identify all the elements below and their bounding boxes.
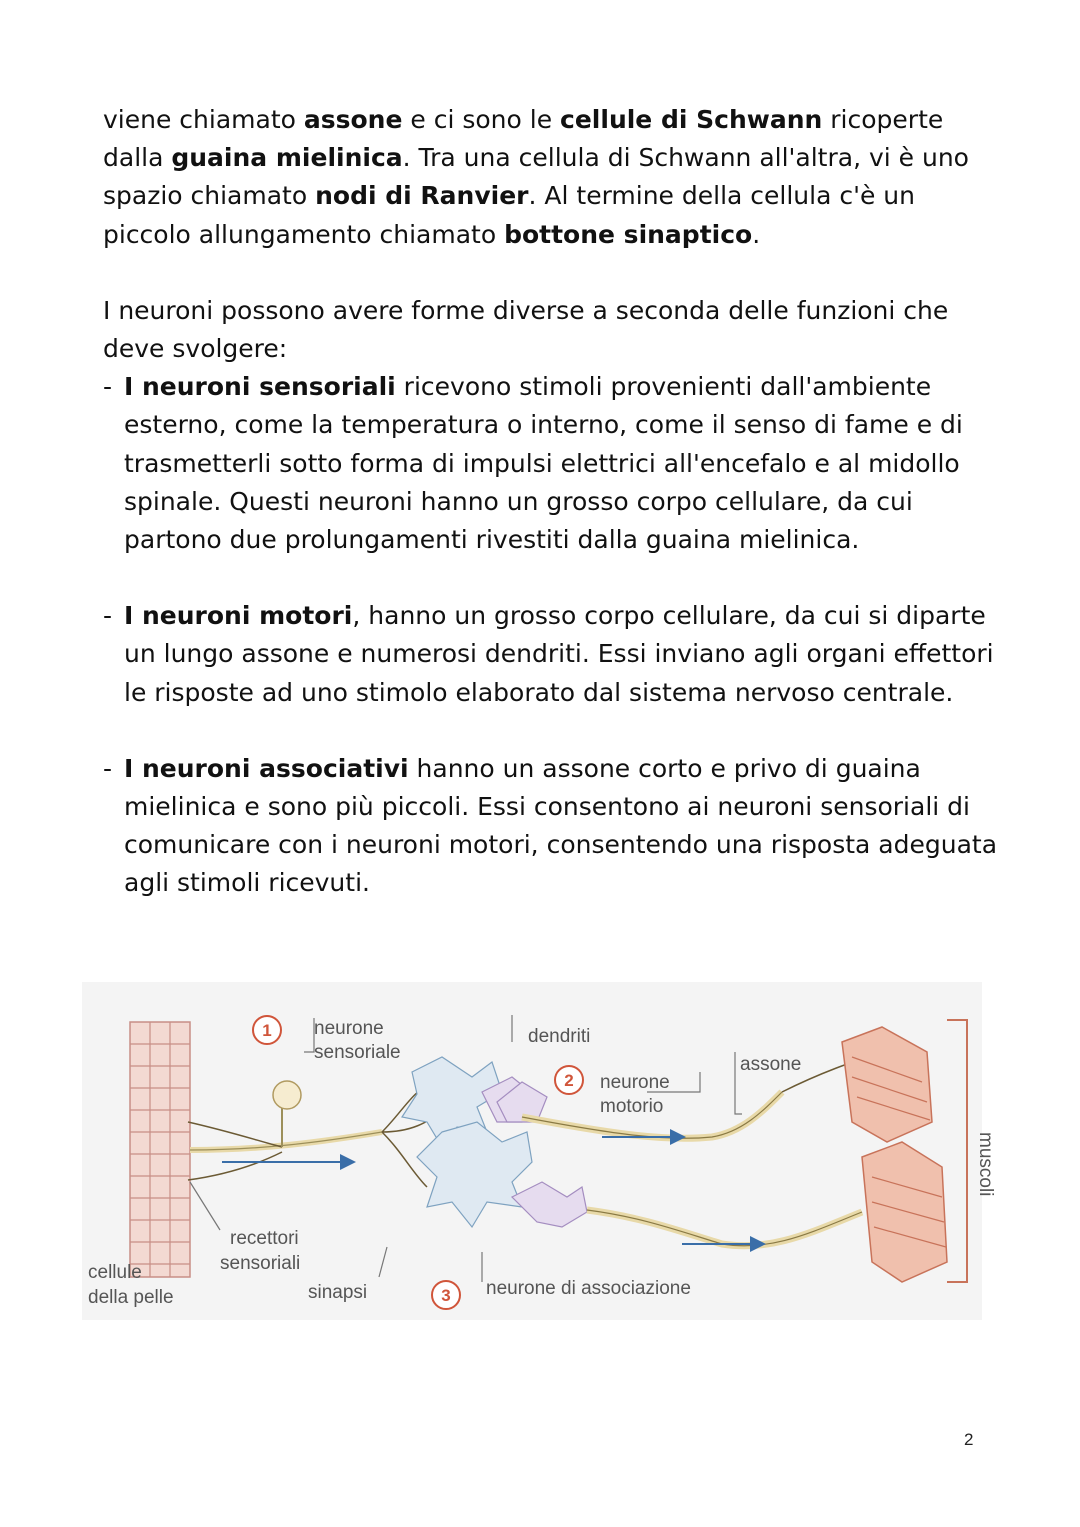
list-item-associativi	[103, 750, 1003, 903]
term-schwann: cellule di Schwann	[560, 105, 823, 134]
label-assone: assone	[740, 1054, 802, 1075]
term-assone: assone	[303, 105, 403, 134]
list-item-text: , hanno un grosso corpo cellulare, da cui si diparte un lungo assone e numerosi dendriti. Essi inviano agli organi effettori le risposte ad uno stimolo elaborato dal sistema nervoso centrale.	[124, 601, 994, 707]
list-dash: -	[103, 601, 113, 631]
text-run: e ci sono le	[402, 105, 561, 134]
label-muscoli: muscoli	[975, 1132, 996, 1197]
sensory-cell-body	[273, 1081, 301, 1109]
label-dendriti: dendriti	[528, 1026, 591, 1047]
text-run: . Tra una cellula di Schwann all'altra, vi è uno spazio chiamato	[103, 143, 969, 211]
label-recettori-2: sensoriali	[220, 1253, 301, 1274]
label-neurone-motorio-2: motorio	[600, 1096, 664, 1117]
page-content	[103, 101, 1003, 903]
text-run: .	[752, 219, 761, 249]
list-item-text: hanno un assone corto e privo di guaina mielinica e sono più piccoli. Essi consentono ai neuroni sensoriali di comunicare con i neuroni motori, consentendo una risposta adeguata agli stimoli ricevuti.	[124, 753, 998, 898]
paragraph-axon	[103, 101, 1003, 254]
term-ranvier: nodi di Ranvier	[315, 181, 529, 211]
list-item-text: ricevono stimoli provenienti dall'ambiente esterno, come la temperatura o interno, come il senso di fame e di trasmetterli sotto forma di impulsi elettrici all'encefalo e al midollo spinale. Questi neuroni hanno un grosso corpo cellulare, da cui partono due prolungamenti rivestiti dalla guaina mielinica.	[124, 372, 963, 555]
label-recettori-1: recettori	[230, 1228, 299, 1249]
list-item-sensoriali	[103, 368, 1003, 559]
label-neurone-associazione: neurone di associazione	[486, 1278, 691, 1299]
page-number: 2	[964, 1430, 974, 1449]
label-cellule-1: cellule	[88, 1262, 142, 1283]
term-guaina: guaina mielinica	[171, 143, 403, 173]
list-item-motori	[103, 597, 1003, 712]
list-dash: -	[103, 372, 113, 402]
neuron-diagram-svg	[82, 982, 996, 1320]
neuron-diagram	[82, 982, 996, 1320]
label-neurone-motorio-1: neurone	[600, 1072, 670, 1093]
label-sinapsi: sinapsi	[308, 1282, 368, 1303]
skin-cells	[130, 1022, 190, 1277]
list-item-title: I neuroni motori	[124, 601, 353, 631]
text-run: viene chiamato	[103, 105, 304, 134]
badge-3-label: 3	[441, 1286, 451, 1305]
badge-2-label: 2	[564, 1071, 574, 1090]
paragraph-intro: I neuroni possono avere forme diverse a seconda delle funzioni che deve svolgere:	[103, 295, 949, 364]
term-bottone: bottone sinaptico	[504, 219, 753, 249]
label-neurone-sensoriale-2: sensoriale	[314, 1042, 401, 1063]
badge-1-label: 1	[262, 1021, 272, 1040]
label-neurone-sensoriale-1: neurone	[314, 1018, 384, 1039]
text-run: . Al termine della cellula c'è un piccolo allungamento chiamato	[103, 181, 915, 249]
label-cellule-2: della pelle	[88, 1287, 174, 1308]
list-item-title: I neuroni associativi	[124, 753, 409, 783]
text-run: ricoperte dalla	[103, 105, 944, 173]
list-dash: -	[103, 753, 113, 783]
list-item-title: I neuroni sensoriali	[124, 372, 396, 402]
